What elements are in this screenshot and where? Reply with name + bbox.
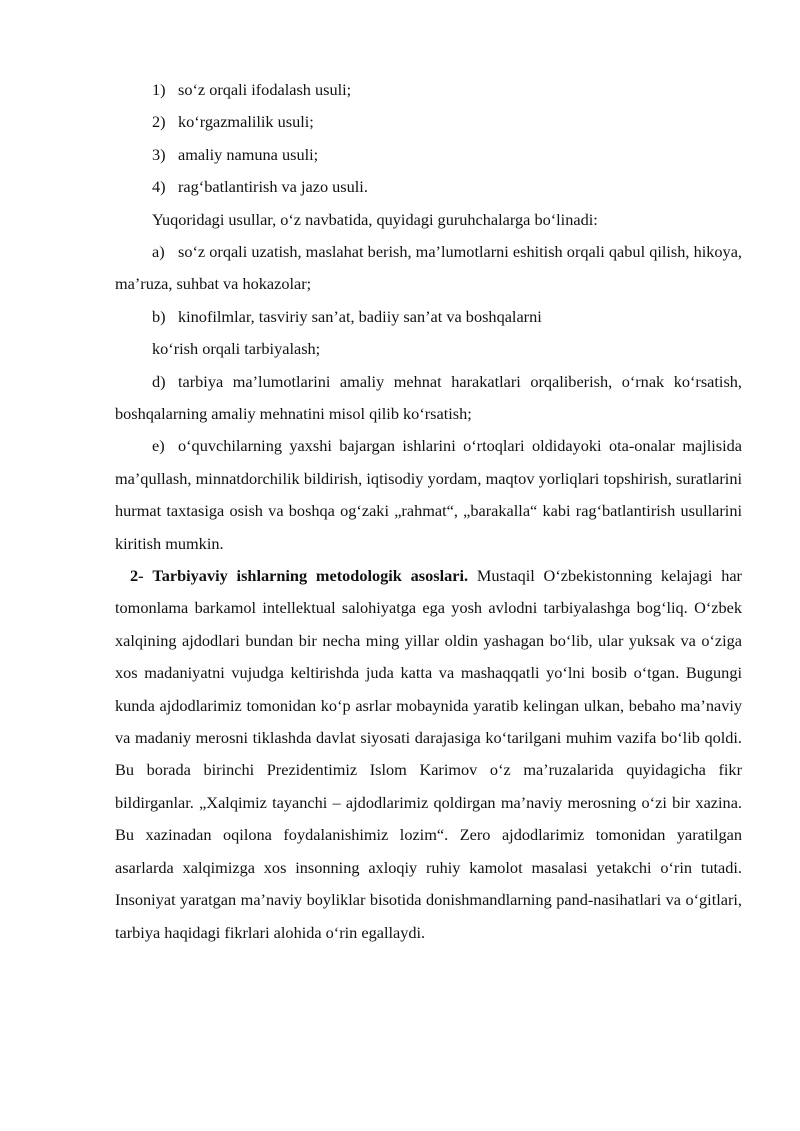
list-item-text: kinofilmlar, tasviriy san’at, badiiy san’at va boshqalarni [178,306,542,326]
list-item-text: ko‘rgazmalilik usuli; [178,112,314,132]
list-marker: d) [152,371,166,391]
list-marker: a) [152,241,165,261]
list-item-text: rag‘batlantirish va jazo usuli. [178,177,368,197]
section-heading: Tarbiyaviy ishlarning metodologik asoslari. [152,566,469,586]
page-content [115,74,742,949]
section-paragraph [115,560,742,949]
list-item-text: amaliy namuna usuli; [178,144,319,164]
list-item-text: so‘z orqali uzatish, maslahat berish, ma’lumotlarni eshitish orqali qabul qilish, hikoya, ma’ruza, suhbat va hokazolar; [115,241,742,294]
list-item-text: so‘z orqali ifodalash usuli; [178,80,352,99]
section-body: Mustaqil O‘zbekistonning kelajagi har tomonlama barkamol intellektual salohiyatga ega yosh avlodni tarbiyalashga bog‘liq. O‘zbek xalqining ajdodlari bundan bir necha ming yillar oldin yashagan bo‘lib, ular yuksak va o‘ziga xos madaniyatni vujudga keltirishda juda katta va mashaqqatli yo‘lni bosib o‘tgan. Bugungi kunda ajdodlarimiz tomonidan ko‘p asrlar mobaynida yaratib kelingan ulkan, bebaho ma’naviy va madaniy merosni tiklashda davlat siyosati darajasiga ko‘tarilgani muhim vazifa bo‘lib qoldi. Bu borada birinchi Prezidentimiz Islom Karimov o‘z ma’ruzalarida quyidagicha fikr bildirganlar. „Xalqimiz tayanchi – ajdodlarimiz qoldirgan ma’naviy merosning o‘zi bir xazina. Bu xazinadan oqilona foydalanishimiz lozim“. Zero ajdodlarimiz tomonidan yaratilgan asarlarda xalqimizga xos insonning axloqiy ruhiy kamolot masalasi yetakchi o‘rin tutadi. Insoniyat yaratgan ma’naviy boyliklar bisotida donishmandlarning pand-nasihatlari va o‘gitlari, tarbiya haqidagi fikrlari alohida o‘rin egallaydi. [115,566,742,942]
list-marker: 1) [152,80,166,99]
list-item-text: o‘quvchilarning yaxshi bajargan ishlarini o‘rtoqlari oldidayoki ota-onalar majlisida ma’qullash, minnatdorchilik bildirish, iqtisodiy yordam, maqtov yorliqlari topshirish, suratlarini hurmat taxtasiga osish va boshqa og‘zaki „rahmat“, „barakalla“ kabi rag‘batlantirish usullarini kiritish mumkin. [115,436,742,553]
numbered-list-item [115,171,742,203]
numbered-list-item [115,139,742,171]
list-marker: 3) [152,144,166,164]
numbered-list-item [115,74,742,106]
list-marker: 4) [152,177,166,197]
lettered-item-b [115,301,742,333]
intro-paragraph: Yuqoridagi usullar, o‘z navbatida, quyidagi guruhchalarga bo‘linadi: [152,209,598,229]
list-item-text: tarbiya ma’lumotlarini amaliy mehnat harakatlari orqaliberish, o‘rnak ko‘rsatish, boshqalarning amaliy mehnatini misol qilib ko‘rsatish; [115,371,742,423]
list-marker: b) [152,306,166,326]
lettered-item-e [115,430,742,560]
numbered-list-item [115,106,742,138]
lettered-item-b-continuation: ko‘rish orqali tarbiyalash; [152,339,321,359]
section-number: 2- [130,566,144,586]
lettered-item-d [115,366,742,431]
list-marker: 2) [152,112,166,132]
lettered-item-a [115,236,742,301]
list-marker: e) [152,436,165,456]
